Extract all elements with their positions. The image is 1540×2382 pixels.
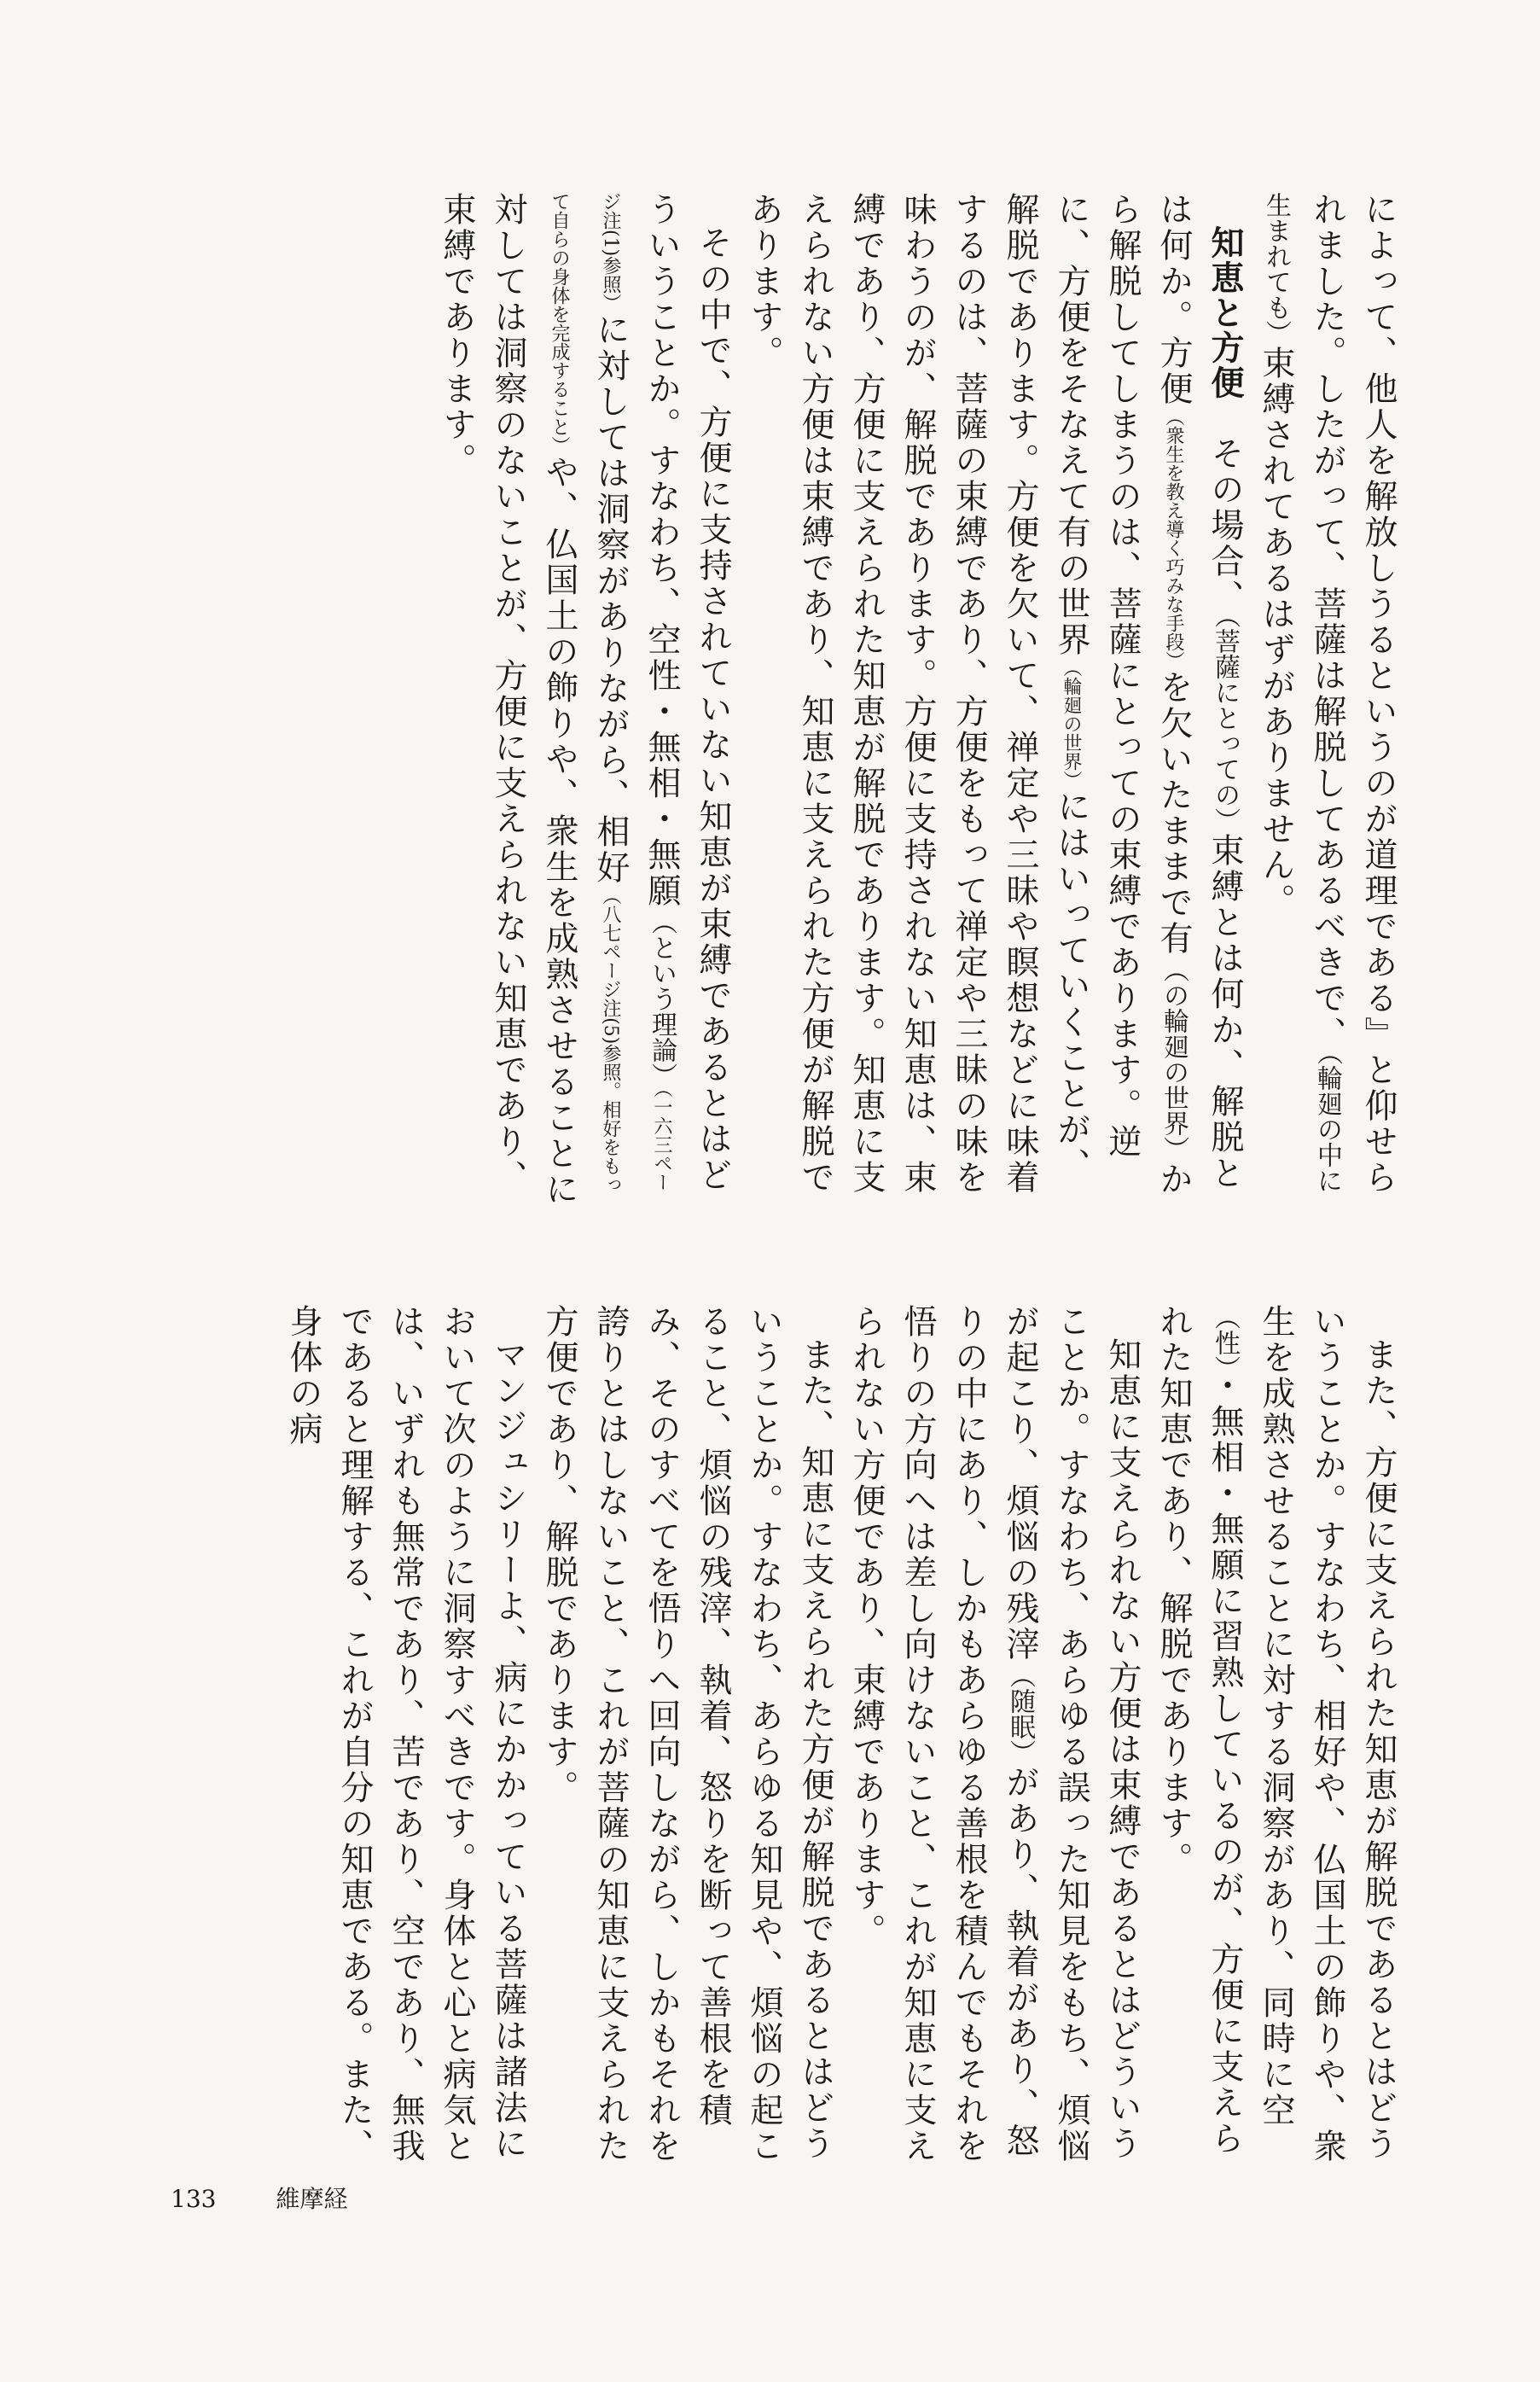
text: また、方便に支えられた知恵が解脱であるとはどういうことか。すなわち、相好や、仏国土の飾りや、衆生を成熟させることに対する洞察があり、同時に空 [1257,1304,1398,2164]
book-title: 維摩経 [276,2185,348,2213]
text: によって、他人を解放しうるというのが道理である』と仰せられました。したがって、菩薩は解脱してあるべきで、 [1308,192,1398,1196]
text: その場合、 [1206,436,1244,615]
annotation: （輪廻の世界） [1061,658,1082,789]
text: 知恵に支えられない方便は束縛であるとはどういうことか。すなわち、あらゆる誤った知見をもち、煩悩が起こり、煩悩の残滓 [1001,1304,1142,2164]
paragraph [431,192,738,1208]
text: を欠いたままで有 [1154,670,1193,957]
text: マンジュシリーよ、病にかかっている菩薩は諸法において次のように洞察すべきです。身体と心と病気とは、いずれも無常であり、苦であり、空であり、無我であると理解する、これが自分の知恵である。また、身体の病 [284,1304,527,2164]
parenthetical: （輪廻の中に生まれても） [1261,192,1342,1193]
annotation: （一六三ページ注(1)参照） [600,192,672,1191]
parenthetical: （性） [1210,1304,1240,1368]
page-number: 133 [171,2185,217,2213]
paragraph [277,1304,533,2166]
paragraph [533,1304,840,2166]
text: 束縛されてあるはずがありません。 [1257,346,1295,919]
text: ・無相・無願に習熟しているのが、方便に支えられた知恵であり、解脱であります。 [1154,1304,1244,2157]
text: や、仏国土の飾りや、衆生を成熟させることに対しては洞察のないことが、方便に支えられない知恵であり、束縛であります。 [438,192,578,1208]
annotation: （八七ページ注(5)参照。相好をもって自らの身体を完成すること） [549,192,621,1195]
text: 束縛とは何か、解脱とは何か。方便 [1154,192,1244,1191]
text: また、知恵に支えられた方便が解脱であるとはどういうことか。すなわち、あらゆる知見や、煩悩の起こること、煩悩の残滓、執着、怒りを断って善根を積み、そのすべてを悟りへ回向しながら、しかもそれを誇りとはしないこと、これが菩薩の知恵に支えられた方便であり、解脱であります。 [540,1304,834,2164]
text: があり、執着があり、怒りの中にあり、しかもあらゆる善根を積んでもそれを悟りの方向へは差し向けないこと、これが知恵に支えられない方便であり、束縛であります。 [847,1304,1039,2164]
parenthetical: （の輪廻の世界） [1159,957,1188,1162]
text: に対しては洞察がありながら、相好 [591,312,630,887]
text: にはいっていくことが、解脱であります。方便を欠いて、禅定や三昧や瞑想などに味着するのは、菩薩の束縛であり、方便をもって禅定や三昧の味を味わうのが、解脱であります。方便に支持されない知恵は、束縛であり、方便に支えられた知恵が解脱であります。知恵に支えられない方便は束縛であり、知恵に支えられた方便が解脱であります。 [745,192,1090,1196]
paragraph [840,1304,1148,2166]
parenthetical: （菩薩にとっての） [1210,615,1240,833]
text: その中で、方便に支持されていない知恵が束縛であるとはどういうことか。すなわち、空性・無相・無願 [642,192,732,1193]
parenthetical: （という理論） [647,909,677,1088]
page-footer [171,2181,407,2215]
paragraph [738,192,1250,1208]
text: から解脱してしまうのは、菩薩にとっての束縛であります。逆に、方便をそなえて有の世界 [1052,192,1193,1197]
annotation: （衆生を教え導く巧みな手段） [1163,407,1184,670]
paragraph [1250,192,1403,1208]
paragraph [1148,1304,1403,2166]
section-heading: 知恵と方便 [1206,225,1244,400]
upper-text-column [149,192,1403,1208]
lower-text-column [149,1304,1403,2166]
parenthetical: （随眠） [1005,1663,1035,1765]
